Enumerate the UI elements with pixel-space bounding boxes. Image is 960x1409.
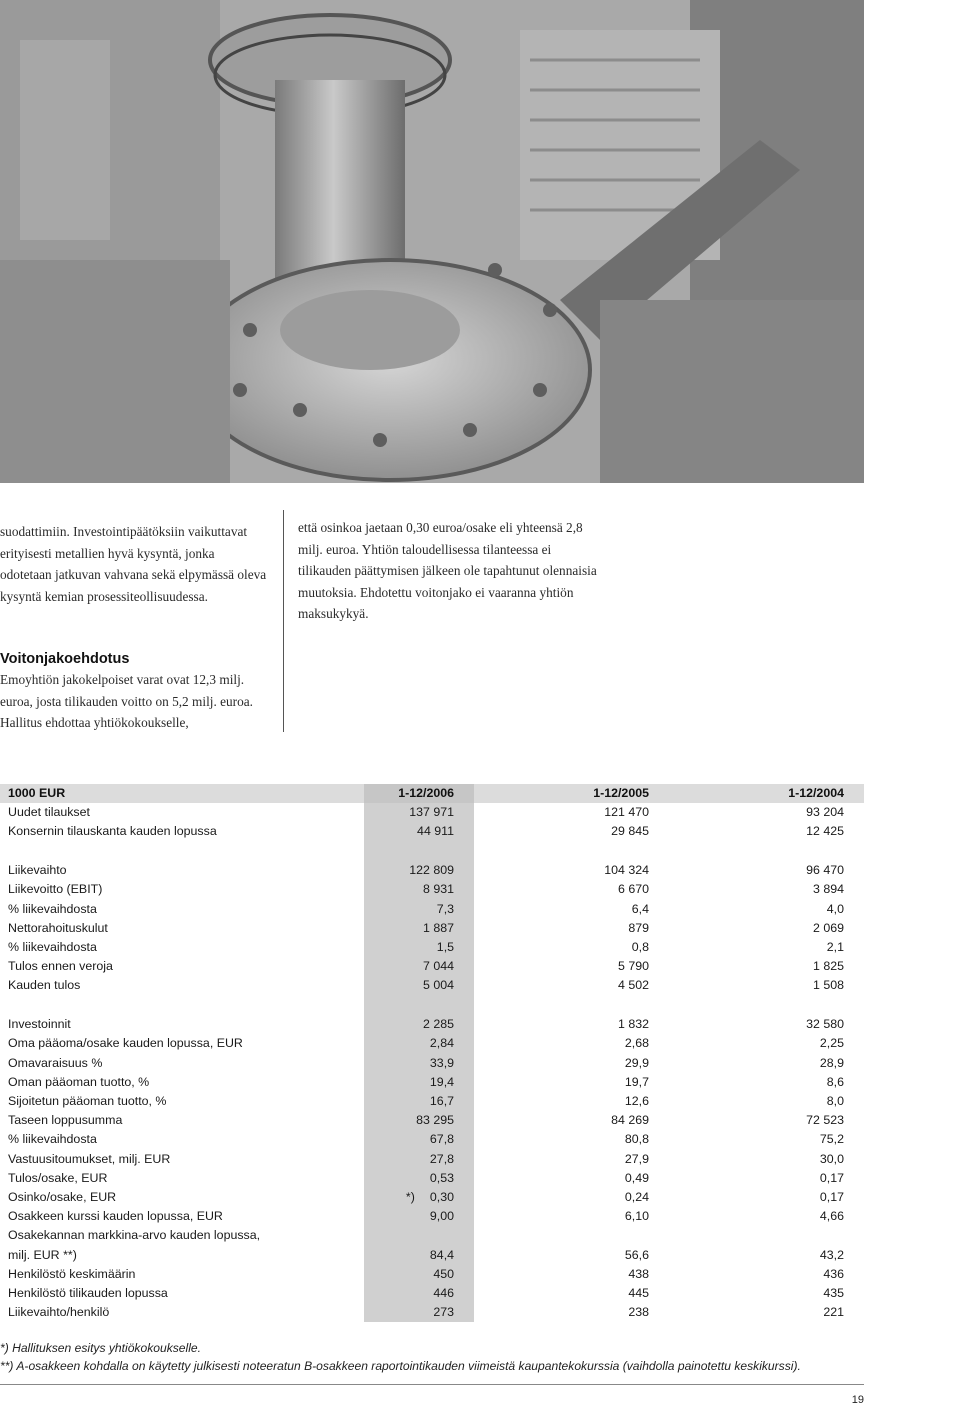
value-2006 bbox=[364, 842, 474, 862]
footnote-1: *) Hallituksen esitys yhtiökokoukselle. bbox=[0, 1341, 201, 1355]
table-row bbox=[0, 1034, 864, 1053]
value-2004: 0,17 bbox=[819, 1190, 844, 1205]
value-text: 33,9 bbox=[429, 1055, 455, 1070]
value-2005: 84 269 bbox=[611, 1113, 649, 1128]
value-2005: 121 470 bbox=[604, 805, 649, 820]
value-2004: 8,0 bbox=[826, 1094, 844, 1109]
value-2004: 75,2 bbox=[819, 1132, 844, 1147]
row-label: Liikevoitto (EBIT) bbox=[8, 882, 103, 897]
value-2006 bbox=[364, 1226, 474, 1245]
table-row bbox=[0, 1265, 864, 1284]
value-text: 137 971 bbox=[409, 805, 455, 820]
page-number: 19 bbox=[851, 1394, 864, 1406]
value-text: 9,00 bbox=[429, 1209, 455, 1224]
row-label: Liikevaihto/henkilö bbox=[8, 1305, 110, 1320]
header-period: 1-12/2006 bbox=[364, 784, 474, 803]
value-2004: 72 523 bbox=[806, 1113, 844, 1128]
value-2004: 2,1 bbox=[826, 940, 844, 955]
section-heading: Voitonjakoehdotus bbox=[0, 651, 130, 667]
value-2006 bbox=[364, 861, 474, 880]
value-2006 bbox=[364, 900, 474, 919]
header-period: 1-12/2004 bbox=[669, 784, 864, 803]
value-text: 19,4 bbox=[429, 1074, 455, 1089]
table-row bbox=[0, 957, 864, 976]
value-2005: 27,9 bbox=[624, 1151, 649, 1166]
row-label: Sijoitetun pääoman tuotto, % bbox=[8, 1094, 167, 1109]
value-2006 bbox=[364, 1169, 474, 1188]
value-2005: 29,9 bbox=[624, 1055, 649, 1070]
key-figures-table bbox=[0, 784, 864, 1322]
value-2004: 96 470 bbox=[806, 863, 844, 878]
row-label: Oman pääoman tuotto, % bbox=[8, 1074, 150, 1089]
value-2006 bbox=[364, 996, 474, 1016]
table-row bbox=[0, 1207, 864, 1226]
value-2005 bbox=[474, 996, 669, 1016]
value-2004: 8,6 bbox=[826, 1074, 844, 1089]
value-text: 450 bbox=[433, 1266, 455, 1281]
footnote-marker: *) bbox=[405, 1190, 415, 1205]
value-2006 bbox=[364, 919, 474, 938]
table-row bbox=[0, 919, 864, 938]
table-row bbox=[0, 1111, 864, 1130]
value-2004: 43,2 bbox=[819, 1247, 844, 1262]
row-label: milj. EUR **) bbox=[8, 1247, 77, 1262]
value-2004 bbox=[669, 842, 864, 862]
table-row bbox=[0, 1073, 864, 1092]
table-row bbox=[0, 1303, 864, 1322]
value-text: 0,53 bbox=[429, 1170, 455, 1185]
header-period: 1-12/2005 bbox=[474, 784, 669, 803]
row-label: % liikevaihdosta bbox=[8, 1132, 97, 1147]
table-row bbox=[0, 996, 864, 1016]
value-2006 bbox=[364, 938, 474, 957]
column-divider bbox=[283, 510, 284, 732]
value-2006 bbox=[364, 1092, 474, 1111]
value-2006 bbox=[364, 1054, 474, 1073]
value-2005 bbox=[474, 1226, 669, 1245]
table-row bbox=[0, 861, 864, 880]
table-row bbox=[0, 1015, 864, 1034]
value-2004: 3 894 bbox=[812, 882, 844, 897]
row-label: Konsernin tilauskanta kauden lopussa bbox=[8, 824, 217, 839]
value-text: 2,84 bbox=[429, 1036, 455, 1051]
value-2005: 80,8 bbox=[624, 1132, 649, 1147]
value-2005: 5 790 bbox=[617, 959, 649, 974]
row-label: Kauden tulos bbox=[8, 978, 81, 993]
value-text: 0,30 bbox=[429, 1190, 455, 1205]
table-row bbox=[0, 1150, 864, 1169]
value-2005: 6,10 bbox=[624, 1209, 649, 1224]
right-paragraph: että osinkoa jaetaan 0,30 euroa/osake eli yhteensä 2,8 milj. euroa. Yhtiön taloudellisessa tilanteessa ei tilikauden päättymisen jälkeen ole tapahtunut olennaisia muutoksia. Ehdotettu voitonjako ei vaaranna yhtiön maksukykyä. bbox=[298, 520, 597, 622]
row-label: Henkilöstö keskimäärin bbox=[8, 1266, 136, 1281]
value-2004: 28,9 bbox=[819, 1055, 844, 1070]
value-2004: 2,25 bbox=[819, 1036, 844, 1051]
value-text: 67,8 bbox=[429, 1132, 455, 1147]
value-2005: 1 832 bbox=[617, 1017, 649, 1032]
value-2004: 2 069 bbox=[812, 920, 844, 935]
footnote-2: **) A-osakkeen kohdalla on käytetty julkisesti noteeratun B-osakkeen raportointikauden viimeistä kaupantekokurssia (vaihdolla painotettu keskikurssi). bbox=[0, 1359, 801, 1373]
value-2004 bbox=[669, 996, 864, 1016]
table-row bbox=[0, 1092, 864, 1111]
row-label: Nettorahoituskulut bbox=[8, 920, 108, 935]
value-2005: 0,49 bbox=[624, 1170, 649, 1185]
value-2006 bbox=[364, 1265, 474, 1284]
value-text: 44 911 bbox=[417, 824, 455, 839]
row-label: Omavaraisuus % bbox=[8, 1055, 103, 1070]
value-2005: 56,6 bbox=[624, 1247, 649, 1262]
row-label bbox=[0, 842, 364, 862]
value-2005: 104 324 bbox=[604, 863, 649, 878]
value-2005: 29 845 bbox=[611, 824, 649, 839]
value-text: 7 044 bbox=[423, 959, 455, 974]
value-2006 bbox=[364, 957, 474, 976]
value-2006 bbox=[364, 1303, 474, 1322]
table-row bbox=[0, 803, 864, 822]
value-2004: 436 bbox=[823, 1266, 844, 1281]
table-row bbox=[0, 900, 864, 919]
row-label: Osakkeen kurssi kauden lopussa, EUR bbox=[8, 1209, 223, 1224]
value-2006 bbox=[364, 803, 474, 822]
value-text: 446 bbox=[433, 1286, 455, 1301]
row-label: Investoinnit bbox=[8, 1017, 71, 1032]
value-text: 7,3 bbox=[436, 901, 455, 916]
value-2006 bbox=[364, 880, 474, 899]
value-2004: 12 425 bbox=[806, 824, 844, 839]
value-2006 bbox=[364, 1111, 474, 1130]
table-row bbox=[0, 880, 864, 899]
value-2005: 6,4 bbox=[631, 901, 649, 916]
value-text: 1 887 bbox=[423, 920, 455, 935]
value-2005 bbox=[474, 842, 669, 862]
value-text: 8 931 bbox=[423, 882, 455, 897]
row-label: Liikevaihto bbox=[8, 863, 67, 878]
value-2006 bbox=[364, 1207, 474, 1226]
row-label: % liikevaihdosta bbox=[8, 901, 97, 916]
value-2006 bbox=[364, 1150, 474, 1169]
value-2005: 2,68 bbox=[624, 1036, 649, 1051]
value-2005: 879 bbox=[628, 920, 649, 935]
value-text: 273 bbox=[433, 1305, 455, 1320]
value-2004: 93 204 bbox=[806, 805, 844, 820]
value-2004: 435 bbox=[823, 1286, 844, 1301]
footnotes bbox=[0, 1339, 801, 1375]
table-row bbox=[0, 1188, 864, 1207]
value-text: 16,7 bbox=[429, 1094, 455, 1109]
value-2006 bbox=[364, 822, 474, 841]
value-2004: 4,0 bbox=[826, 901, 844, 916]
value-2004: 0,17 bbox=[819, 1170, 844, 1185]
value-text: 84,4 bbox=[429, 1247, 455, 1262]
value-2005: 445 bbox=[628, 1286, 649, 1301]
value-2005: 12,6 bbox=[624, 1094, 649, 1109]
row-label: Tulos ennen veroja bbox=[8, 959, 113, 974]
value-2005: 238 bbox=[628, 1305, 649, 1320]
header-unit: 1000 EUR bbox=[0, 784, 364, 803]
value-2006 bbox=[364, 1246, 474, 1265]
value-text: 83 295 bbox=[416, 1113, 455, 1128]
table-row bbox=[0, 1246, 864, 1265]
dividend-section bbox=[0, 649, 268, 734]
value-2005: 438 bbox=[628, 1266, 649, 1281]
value-2005: 6 670 bbox=[617, 882, 649, 897]
value-2004: 1 508 bbox=[812, 978, 844, 993]
industrial-photo bbox=[0, 0, 864, 483]
row-label: Henkilöstö tilikauden lopussa bbox=[8, 1286, 168, 1301]
row-label: Oma pääoma/osake kauden lopussa, EUR bbox=[8, 1036, 243, 1051]
left-paragraph: suodattimiin. Investointipäätöksiin vaikuttavat erityisesti metallien hyvä kysyntä, jonka odotetaan jatkuvan vahvana sekä elpymässä oleva kysyntä kemian prosessiteollisuudessa. bbox=[0, 524, 267, 604]
row-label: Tulos/osake, EUR bbox=[8, 1170, 108, 1185]
value-2004 bbox=[669, 1226, 864, 1245]
row-label: Vastuusitoumukset, milj. EUR bbox=[8, 1151, 171, 1166]
table-row bbox=[0, 976, 864, 995]
table-row bbox=[0, 1169, 864, 1188]
value-2004: 32 580 bbox=[806, 1017, 844, 1032]
row-label: Osinko/osake, EUR bbox=[8, 1190, 117, 1205]
table-row bbox=[0, 1130, 864, 1149]
table-row bbox=[0, 842, 864, 862]
value-2004: 1 825 bbox=[812, 959, 844, 974]
value-2005: 4 502 bbox=[617, 978, 649, 993]
value-2004: 221 bbox=[823, 1305, 844, 1320]
value-text: 5 004 bbox=[423, 978, 455, 993]
value-text: 122 809 bbox=[409, 863, 455, 878]
table-row bbox=[0, 1284, 864, 1303]
value-2005: 0,24 bbox=[624, 1190, 649, 1205]
value-2006 bbox=[364, 1015, 474, 1034]
value-2005: 19,7 bbox=[624, 1074, 649, 1089]
footer-rule bbox=[0, 1384, 864, 1385]
value-2004: 30,0 bbox=[819, 1151, 844, 1166]
dividend-paragraph: Emoyhtiön jakokelpoiset varat ovat 12,3 milj. euroa, josta tilikauden voitto on 5,2 milj. euroa. Hallitus ehdottaa yhtiökokoukselle, bbox=[0, 672, 253, 731]
value-2005: 0,8 bbox=[631, 940, 649, 955]
value-2006 bbox=[364, 1284, 474, 1303]
row-label bbox=[0, 996, 364, 1016]
table-row bbox=[0, 1054, 864, 1073]
value-2006 bbox=[364, 1073, 474, 1092]
table-row bbox=[0, 822, 864, 841]
value-text: 27,8 bbox=[429, 1151, 455, 1166]
table-row bbox=[0, 938, 864, 957]
row-label: Taseen loppusumma bbox=[8, 1113, 123, 1128]
value-2006 bbox=[364, 1188, 474, 1207]
value-2004: 4,66 bbox=[819, 1209, 844, 1224]
value-2006 bbox=[364, 1034, 474, 1053]
value-text: 2 285 bbox=[423, 1017, 455, 1032]
row-label: Uudet tilaukset bbox=[8, 805, 90, 820]
row-label: Osakekannan markkina-arvo kauden lopussa, bbox=[8, 1228, 261, 1243]
value-2006 bbox=[364, 976, 474, 995]
value-2006 bbox=[364, 1130, 474, 1149]
value-text: 1,5 bbox=[436, 940, 455, 955]
table-header-row bbox=[0, 784, 864, 803]
row-label: % liikevaihdosta bbox=[8, 940, 97, 955]
table-row bbox=[0, 1226, 864, 1245]
